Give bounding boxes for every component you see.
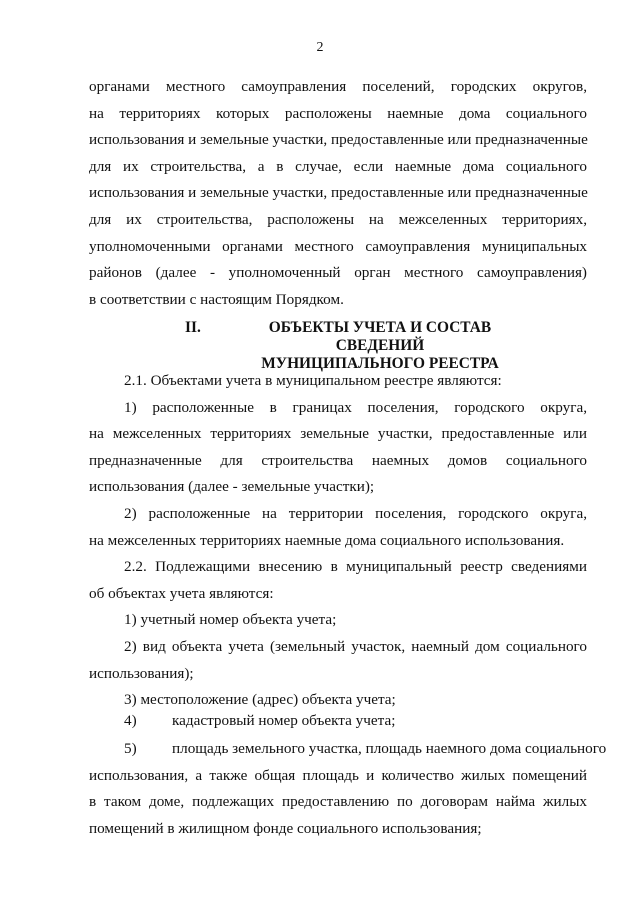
list-item-1: 1) учетный номер объекта учета; — [124, 611, 337, 629]
list-text: площадь земельного участка, площадь наемного дома социального — [172, 740, 607, 757]
text-line: помещений в жилищном фонде социального использования; — [89, 819, 482, 837]
list-item-4 — [89, 708, 587, 735]
paragraph-2-2: 2.2. Подлежащими внесению в муниципальный реестр сведениями — [124, 558, 587, 576]
text-line: районов (далее - уполномоченный орган местного самоуправления) — [89, 264, 587, 282]
text-line: предназначенные для строительства наемных домов социального — [89, 451, 587, 469]
list-item-5 — [89, 736, 607, 842]
section-title-line: ОБЪЕКТЫ УЧЕТА И СОСТАВ СВЕДЕНИЙ — [268, 319, 492, 354]
text-line: использования, а также общая площадь и количество жилых помещений — [89, 766, 587, 784]
section-title-line: МУНИЦИПАЛЬНОГО РЕЕСТРА — [261, 355, 499, 372]
text-line — [89, 736, 607, 763]
list-item-2: 2) вид объекта учета (земельный участок, наемный дом социального — [124, 637, 587, 655]
text-line: использования); — [89, 664, 194, 682]
intro-paragraph — [89, 74, 587, 313]
list-number: 5) — [124, 740, 137, 757]
text-line: использования и земельные участки, предоставленные или предназначенные — [89, 131, 588, 149]
section-title — [225, 319, 535, 373]
list-number: 4) — [124, 712, 137, 729]
list-text: кадастровый номер объекта учета; — [172, 712, 396, 729]
text-line: на межселенных территориях наемные дома социального использования. — [89, 531, 565, 549]
text-line: для их строительства, расположены на межселенных территориях, — [89, 210, 587, 228]
text-line: в таком доме, подлежащих предоставлению по договорам найма жилых — [89, 793, 587, 811]
list-item-1: 1) расположенные в границах поселения, городского округа, — [124, 398, 587, 416]
paragraph-2-1: 2.1. Объектами учета в муниципальном реестре являются: — [124, 372, 502, 389]
text-line: об объектах учета являются: — [89, 584, 274, 602]
list-item-2: 2) расположенные на территории поселения, городского округа, — [124, 504, 587, 522]
text-line: на территориях которых расположены наемные дома социального — [89, 104, 587, 122]
section-number: II. — [185, 319, 201, 336]
text-line: уполномоченными органами местного самоуправления муниципальных — [89, 237, 587, 255]
text-line: использования и земельные участки, предоставленные или предназначенные — [89, 184, 588, 202]
text-line: в соответствии с настоящим Порядком. — [89, 290, 344, 308]
section-body — [89, 368, 587, 714]
text-line: органами местного самоуправления поселений, городских округов, — [89, 78, 587, 95]
text-line: для их строительства, а в случае, если наемные дома социального — [89, 157, 587, 175]
text-line: на межселенных территориях земельные участки, предоставленные или — [89, 425, 587, 443]
text-line: использования (далее - земельные участки); — [89, 478, 375, 496]
list-item-3: 3) местоположение (адрес) объекта учета; — [124, 691, 396, 709]
page-number: 2 — [316, 40, 324, 55]
text-line — [89, 708, 587, 735]
